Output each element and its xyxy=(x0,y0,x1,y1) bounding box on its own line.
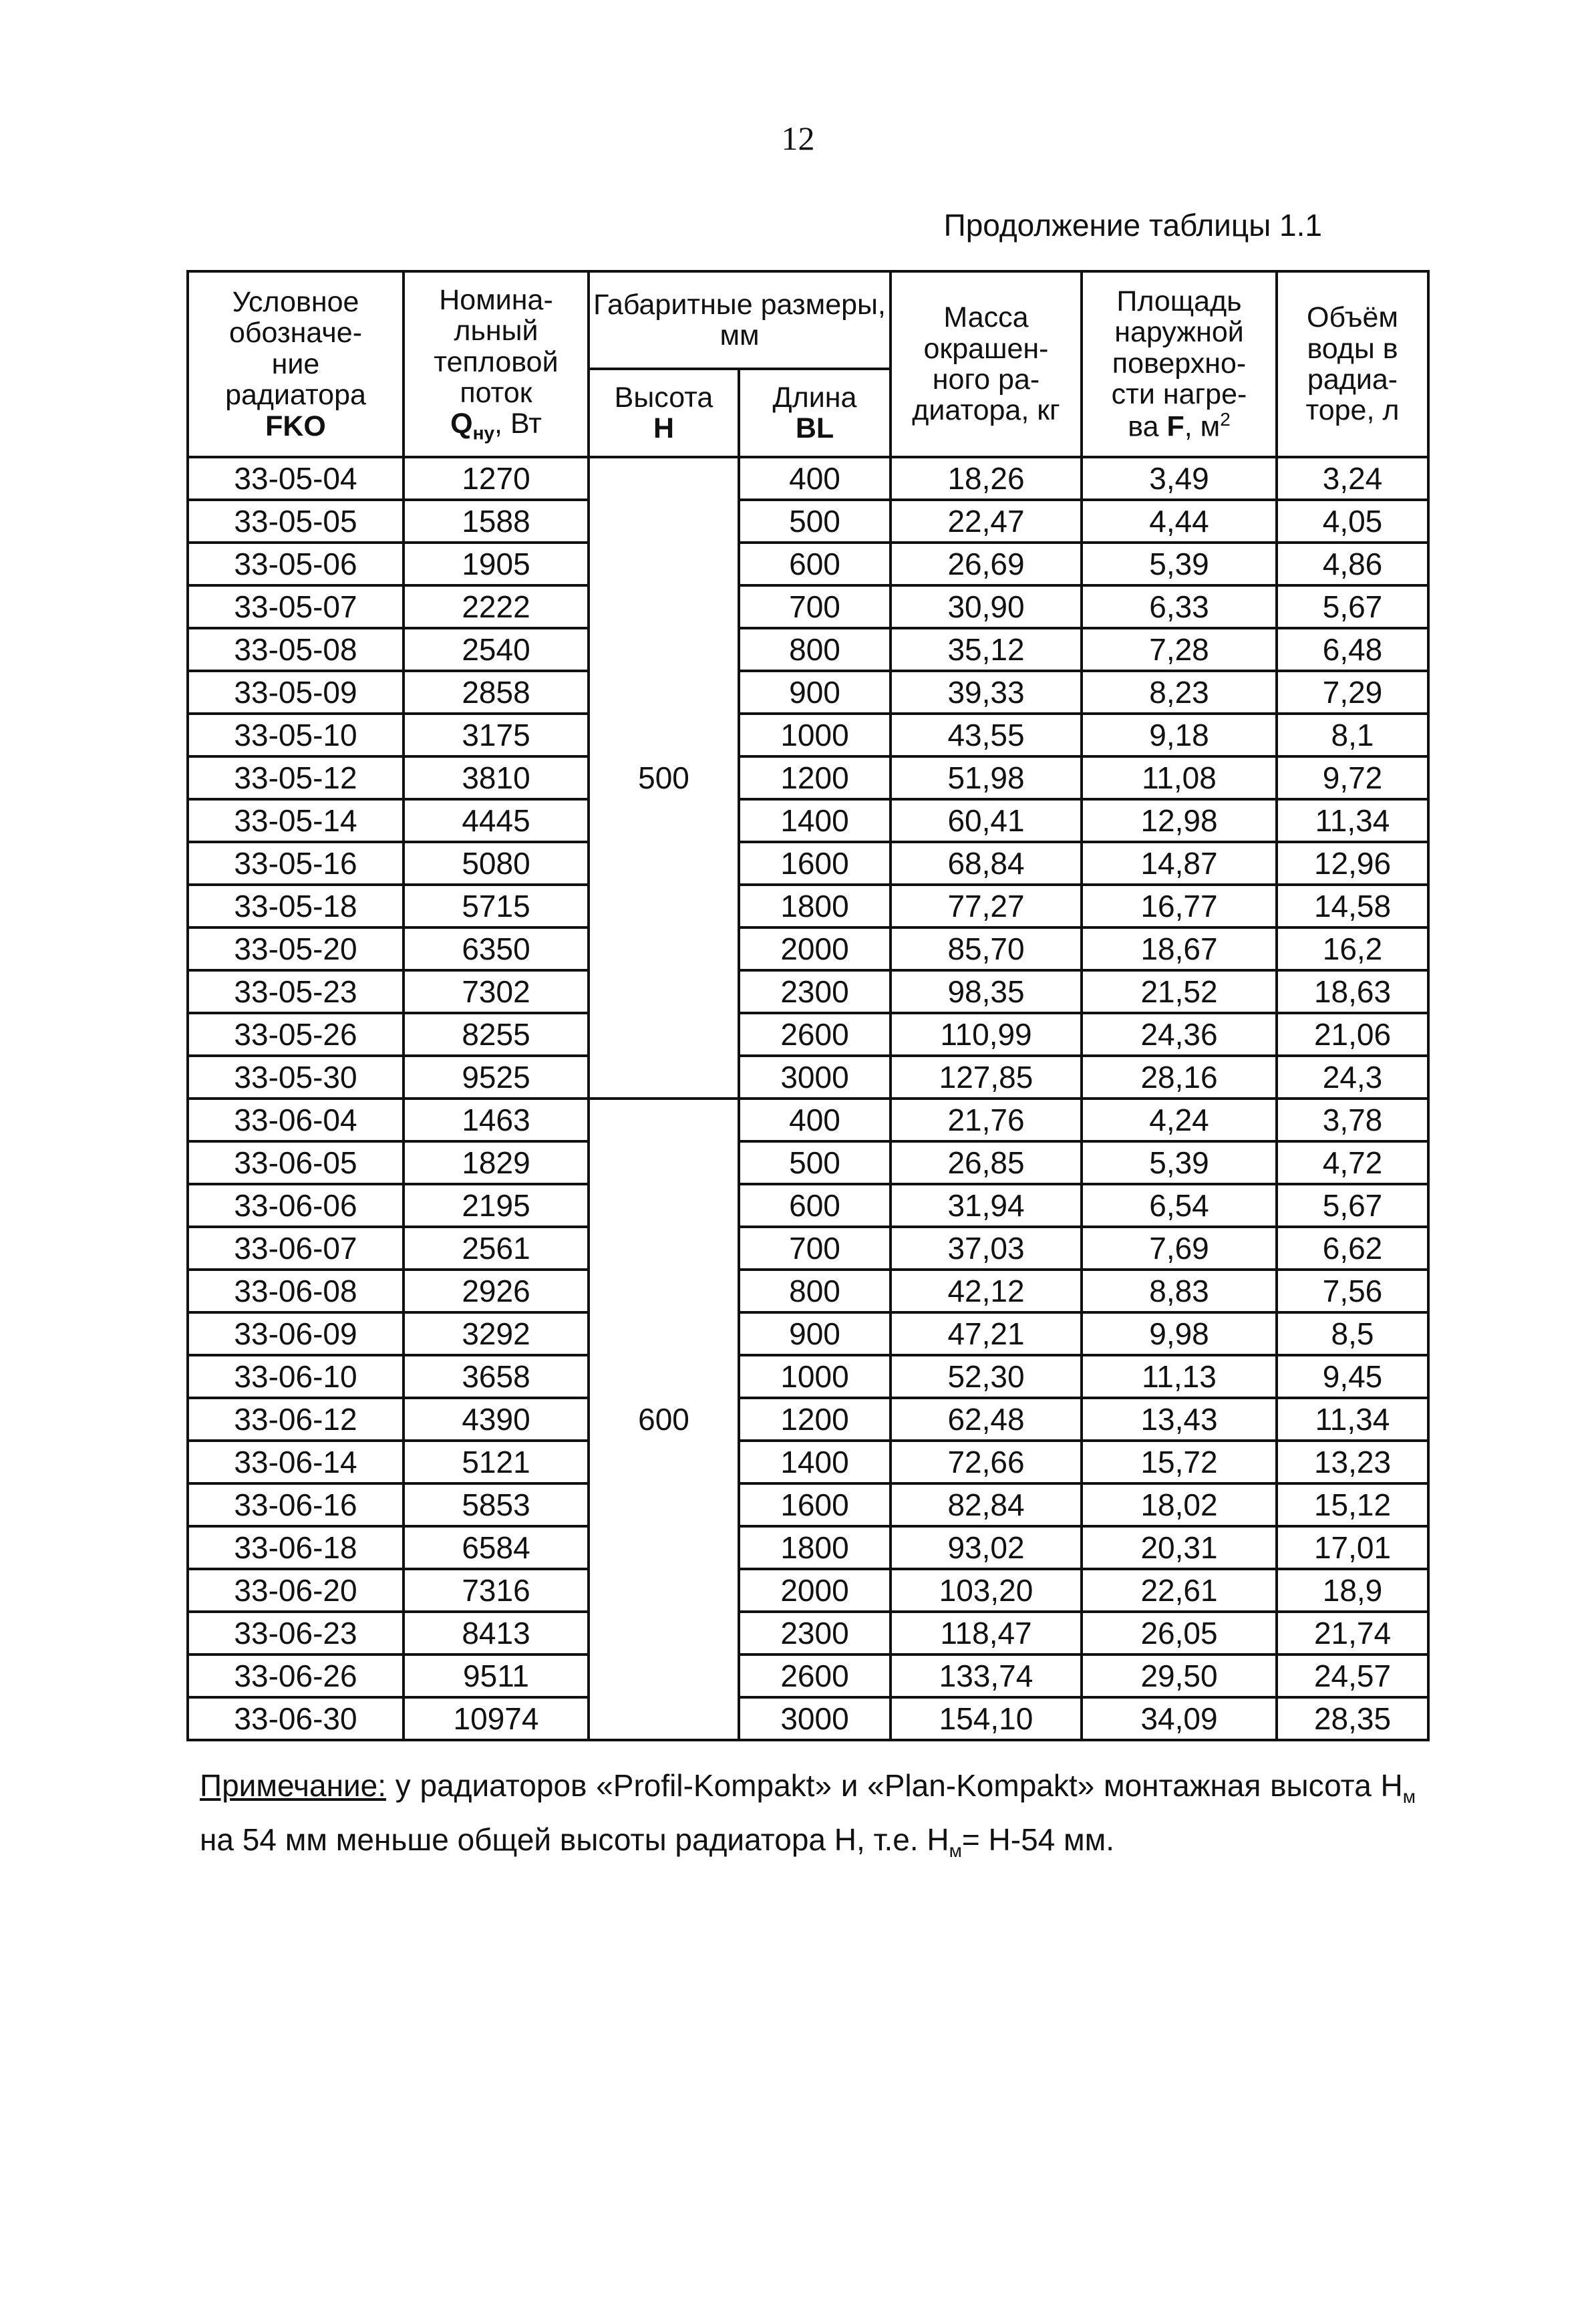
cell-designation: 33-05-07 xyxy=(188,585,404,628)
cell-mass: 26,69 xyxy=(891,543,1082,585)
cell-length: 500 xyxy=(739,500,891,543)
cell-volume: 12,96 xyxy=(1277,842,1428,885)
cell-flux: 1463 xyxy=(404,1099,589,1141)
cell-flux: 3292 xyxy=(404,1312,589,1355)
cell-mass: 60,41 xyxy=(891,799,1082,842)
table-row xyxy=(188,1141,1428,1184)
cell-designation: 33-06-04 xyxy=(188,1099,404,1141)
cell-volume: 3,78 xyxy=(1277,1099,1428,1141)
cell-designation: 33-05-05 xyxy=(188,500,404,543)
cell-area: 9,98 xyxy=(1082,1312,1277,1355)
footnote-text-3: = H-54 мм. xyxy=(961,1822,1115,1858)
cell-mass: 51,98 xyxy=(891,756,1082,799)
header-designation xyxy=(188,271,404,457)
cell-mass: 43,55 xyxy=(891,714,1082,756)
cell-volume: 21,74 xyxy=(1277,1612,1428,1654)
cell-area: 18,67 xyxy=(1082,927,1277,970)
page-number: 12 xyxy=(781,120,815,157)
cell-volume: 9,45 xyxy=(1277,1355,1428,1398)
cell-designation: 33-05-09 xyxy=(188,671,404,714)
header-designation-code: FKO xyxy=(265,410,326,442)
cell-length: 1400 xyxy=(739,1441,891,1483)
cell-mass: 47,21 xyxy=(891,1312,1082,1355)
header-area-l4: сти нагре- xyxy=(1111,378,1247,411)
cell-flux: 1829 xyxy=(404,1141,589,1184)
cell-height: 500 xyxy=(589,457,739,1099)
header-area-unit: , м xyxy=(1184,410,1221,443)
cell-designation: 33-05-23 xyxy=(188,970,404,1013)
cell-volume: 13,23 xyxy=(1277,1441,1428,1483)
cell-volume: 21,06 xyxy=(1277,1013,1428,1056)
cell-designation: 33-05-26 xyxy=(188,1013,404,1056)
table-row xyxy=(188,1441,1428,1483)
header-volume-l1: Объём xyxy=(1307,301,1398,334)
cell-flux: 7302 xyxy=(404,970,589,1013)
table-caption: Продолжение таблицы 1.1 xyxy=(943,208,1322,243)
cell-mass: 133,74 xyxy=(891,1654,1082,1697)
cell-designation: 33-06-20 xyxy=(188,1569,404,1612)
cell-volume: 18,63 xyxy=(1277,970,1428,1013)
cell-area: 5,39 xyxy=(1082,1141,1277,1184)
cell-flux: 6350 xyxy=(404,927,589,970)
cell-designation: 33-06-06 xyxy=(188,1184,404,1227)
cell-area: 22,61 xyxy=(1082,1569,1277,1612)
cell-flux: 2858 xyxy=(404,671,589,714)
header-area-tail: ва xyxy=(1128,410,1167,443)
cell-flux: 2561 xyxy=(404,1227,589,1270)
cell-mass: 68,84 xyxy=(891,842,1082,885)
cell-length: 2300 xyxy=(739,1612,891,1654)
cell-area: 6,54 xyxy=(1082,1184,1277,1227)
cell-mass: 52,30 xyxy=(891,1355,1082,1398)
cell-designation: 33-05-06 xyxy=(188,543,404,585)
cell-mass: 82,84 xyxy=(891,1483,1082,1526)
cell-area: 24,36 xyxy=(1082,1013,1277,1056)
cell-volume: 7,56 xyxy=(1277,1270,1428,1312)
table-row xyxy=(188,543,1428,585)
cell-flux: 7316 xyxy=(404,1569,589,1612)
footnote-sub-1: м xyxy=(1402,1786,1416,1808)
cell-flux: 1588 xyxy=(404,500,589,543)
cell-area: 4,44 xyxy=(1082,500,1277,543)
cell-flux: 2926 xyxy=(404,1270,589,1312)
table-row xyxy=(188,1184,1428,1227)
table-row xyxy=(188,1483,1428,1526)
table-row xyxy=(188,500,1428,543)
header-flux-l1: Номина- xyxy=(439,283,553,316)
cell-volume: 8,5 xyxy=(1277,1312,1428,1355)
header-volume-l4: торе, л xyxy=(1305,394,1400,427)
cell-length: 1000 xyxy=(739,714,891,756)
header-mass-l1: Масса xyxy=(943,301,1029,334)
cell-area: 5,39 xyxy=(1082,543,1277,585)
cell-designation: 33-05-20 xyxy=(188,927,404,970)
header-mass-l4: диатора, кг xyxy=(912,394,1060,427)
header-volume-l3: радиа- xyxy=(1307,364,1398,396)
cell-flux: 6584 xyxy=(404,1526,589,1569)
cell-mass: 103,20 xyxy=(891,1569,1082,1612)
cell-length: 1200 xyxy=(739,1398,891,1441)
header-length-label: Длина xyxy=(772,381,857,414)
header-dims: Габаритные размеры, мм xyxy=(589,271,891,369)
cell-area: 12,98 xyxy=(1082,799,1277,842)
cell-height: 600 xyxy=(589,1099,739,1740)
table-row xyxy=(188,1355,1428,1398)
cell-length: 600 xyxy=(739,1184,891,1227)
header-flux-l2: льный xyxy=(454,315,538,347)
cell-volume: 4,72 xyxy=(1277,1141,1428,1184)
header-flux-l3: тепловой xyxy=(434,345,558,378)
header-flux-l4: поток xyxy=(460,377,532,410)
cell-area: 18,02 xyxy=(1082,1483,1277,1526)
cell-area: 14,87 xyxy=(1082,842,1277,885)
cell-mass: 62,48 xyxy=(891,1398,1082,1441)
header-flux-unit: , Вт xyxy=(494,408,542,440)
cell-flux: 5080 xyxy=(404,842,589,885)
cell-length: 1600 xyxy=(739,1483,891,1526)
cell-length: 1000 xyxy=(739,1355,891,1398)
cell-designation: 33-06-14 xyxy=(188,1441,404,1483)
cell-designation: 33-06-30 xyxy=(188,1697,404,1740)
header-flux-sub: ну xyxy=(472,423,495,444)
cell-flux: 3658 xyxy=(404,1355,589,1398)
cell-flux: 2540 xyxy=(404,628,589,671)
cell-volume: 24,57 xyxy=(1277,1654,1428,1697)
cell-flux: 10974 xyxy=(404,1697,589,1740)
cell-volume: 11,34 xyxy=(1277,799,1428,842)
cell-length: 1400 xyxy=(739,799,891,842)
cell-area: 7,28 xyxy=(1082,628,1277,671)
cell-volume: 6,48 xyxy=(1277,628,1428,671)
footnote-text-2: на 54 мм меньше общей высоты радиатора H, т.е. H xyxy=(200,1822,949,1858)
cell-designation: 33-06-08 xyxy=(188,1270,404,1312)
cell-length: 1800 xyxy=(739,885,891,927)
header-height-symbol: H xyxy=(653,412,675,444)
cell-volume: 18,9 xyxy=(1277,1569,1428,1612)
cell-volume: 16,2 xyxy=(1277,927,1428,970)
footnote xyxy=(200,1764,1416,1872)
table-row xyxy=(188,628,1428,671)
cell-designation: 33-06-26 xyxy=(188,1654,404,1697)
cell-mass: 18,26 xyxy=(891,457,1082,500)
cell-mass: 93,02 xyxy=(891,1526,1082,1569)
header-area-l2: наружной xyxy=(1114,316,1244,349)
cell-length: 2000 xyxy=(739,927,891,970)
cell-volume: 6,62 xyxy=(1277,1227,1428,1270)
header-designation-l2: обозначе- xyxy=(228,317,363,349)
table-row xyxy=(188,1569,1428,1612)
cell-area: 8,83 xyxy=(1082,1270,1277,1312)
header-area xyxy=(1082,271,1277,457)
cell-volume: 24,3 xyxy=(1277,1056,1428,1099)
cell-area: 16,77 xyxy=(1082,885,1277,927)
cell-volume: 8,1 xyxy=(1277,714,1428,756)
table-row xyxy=(188,1697,1428,1740)
cell-length: 900 xyxy=(739,1312,891,1355)
cell-mass: 26,85 xyxy=(891,1141,1082,1184)
cell-designation: 33-06-12 xyxy=(188,1398,404,1441)
footnote-label: Примечание: xyxy=(200,1768,387,1803)
table-row xyxy=(188,1270,1428,1312)
cell-area: 34,09 xyxy=(1082,1697,1277,1740)
table-row xyxy=(188,927,1428,970)
cell-volume: 17,01 xyxy=(1277,1526,1428,1569)
cell-flux: 1270 xyxy=(404,457,589,500)
cell-area: 9,18 xyxy=(1082,714,1277,756)
cell-area: 20,31 xyxy=(1082,1526,1277,1569)
cell-length: 2000 xyxy=(739,1569,891,1612)
cell-area: 6,33 xyxy=(1082,585,1277,628)
cell-flux: 9511 xyxy=(404,1654,589,1697)
cell-volume: 9,72 xyxy=(1277,756,1428,799)
header-flux-symbol: Q xyxy=(450,408,473,440)
cell-length: 3000 xyxy=(739,1697,891,1740)
cell-designation: 33-05-14 xyxy=(188,799,404,842)
cell-designation: 33-06-07 xyxy=(188,1227,404,1270)
cell-designation: 33-06-18 xyxy=(188,1526,404,1569)
cell-designation: 33-05-18 xyxy=(188,885,404,927)
cell-area: 8,23 xyxy=(1082,671,1277,714)
cell-area: 13,43 xyxy=(1082,1398,1277,1441)
table-row xyxy=(188,885,1428,927)
cell-length: 1800 xyxy=(739,1526,891,1569)
cell-area: 15,72 xyxy=(1082,1441,1277,1483)
header-designation-l4: радиатора xyxy=(225,379,366,412)
cell-flux: 1905 xyxy=(404,543,589,585)
cell-area: 11,13 xyxy=(1082,1355,1277,1398)
cell-flux: 4445 xyxy=(404,799,589,842)
footnote-text-1: у радиаторов «Profil-Kompakt» и «Plan-Kompakt» монтажная высота H xyxy=(386,1768,1403,1803)
table-row xyxy=(188,1056,1428,1099)
cell-volume: 4,05 xyxy=(1277,500,1428,543)
table-row xyxy=(188,799,1428,842)
cell-volume: 15,12 xyxy=(1277,1483,1428,1526)
cell-length: 2600 xyxy=(739,1013,891,1056)
cell-flux: 5715 xyxy=(404,885,589,927)
cell-designation: 33-05-16 xyxy=(188,842,404,885)
header-mass-l2: окрашен- xyxy=(923,332,1049,365)
table-row xyxy=(188,1398,1428,1441)
cell-mass: 42,12 xyxy=(891,1270,1082,1312)
cell-area: 7,69 xyxy=(1082,1227,1277,1270)
cell-mass: 39,33 xyxy=(891,671,1082,714)
cell-designation: 33-06-10 xyxy=(188,1355,404,1398)
table-row xyxy=(188,1099,1428,1141)
cell-volume: 3,24 xyxy=(1277,457,1428,500)
cell-mass: 30,90 xyxy=(891,585,1082,628)
cell-area: 21,52 xyxy=(1082,970,1277,1013)
header-designation-l3: ние xyxy=(271,347,320,380)
cell-length: 700 xyxy=(739,1227,891,1270)
table-row xyxy=(188,1227,1428,1270)
cell-length: 400 xyxy=(739,457,891,500)
footnote-sub-2: м xyxy=(949,1840,962,1862)
cell-designation: 33-06-09 xyxy=(188,1312,404,1355)
table-row xyxy=(188,842,1428,885)
cell-volume: 5,67 xyxy=(1277,585,1428,628)
cell-length: 1600 xyxy=(739,842,891,885)
cell-mass: 110,99 xyxy=(891,1013,1082,1056)
cell-area: 29,50 xyxy=(1082,1654,1277,1697)
cell-flux: 3175 xyxy=(404,714,589,756)
cell-mass: 154,10 xyxy=(891,1697,1082,1740)
header-mass xyxy=(891,271,1082,457)
cell-length: 700 xyxy=(739,585,891,628)
cell-mass: 77,27 xyxy=(891,885,1082,927)
cell-volume: 4,86 xyxy=(1277,543,1428,585)
table-row xyxy=(188,756,1428,799)
cell-area: 4,24 xyxy=(1082,1099,1277,1141)
cell-length: 3000 xyxy=(739,1056,891,1099)
header-length xyxy=(739,369,891,457)
cell-designation: 33-05-08 xyxy=(188,628,404,671)
table-body xyxy=(188,457,1428,1740)
cell-flux: 2222 xyxy=(404,585,589,628)
table-row xyxy=(188,585,1428,628)
cell-designation: 33-06-05 xyxy=(188,1141,404,1184)
cell-length: 1200 xyxy=(739,756,891,799)
cell-flux: 9525 xyxy=(404,1056,589,1099)
cell-length: 800 xyxy=(739,1270,891,1312)
cell-flux: 5853 xyxy=(404,1483,589,1526)
cell-area: 26,05 xyxy=(1082,1612,1277,1654)
header-height-label: Высота xyxy=(614,381,713,414)
header-designation-l1: Условное xyxy=(232,285,359,318)
cell-volume: 7,29 xyxy=(1277,671,1428,714)
header-area-l3: поверхно- xyxy=(1112,347,1247,380)
cell-designation: 33-05-30 xyxy=(188,1056,404,1099)
cell-area: 3,49 xyxy=(1082,457,1277,500)
cell-designation: 33-05-04 xyxy=(188,457,404,500)
cell-designation: 33-05-10 xyxy=(188,714,404,756)
cell-mass: 127,85 xyxy=(891,1056,1082,1099)
table-row xyxy=(188,1312,1428,1355)
cell-mass: 118,47 xyxy=(891,1612,1082,1654)
table-row xyxy=(188,457,1428,500)
cell-volume: 14,58 xyxy=(1277,885,1428,927)
cell-length: 2300 xyxy=(739,970,891,1013)
cell-mass: 72,66 xyxy=(891,1441,1082,1483)
header-area-sup: 2 xyxy=(1220,409,1231,430)
header-length-symbol: BL xyxy=(795,412,834,444)
header-volume xyxy=(1277,271,1428,457)
cell-mass: 85,70 xyxy=(891,927,1082,970)
cell-mass: 37,03 xyxy=(891,1227,1082,1270)
cell-volume: 5,67 xyxy=(1277,1184,1428,1227)
cell-length: 600 xyxy=(739,543,891,585)
cell-length: 500 xyxy=(739,1141,891,1184)
cell-area: 11,08 xyxy=(1082,756,1277,799)
table-row xyxy=(188,714,1428,756)
cell-mass: 31,94 xyxy=(891,1184,1082,1227)
cell-volume: 11,34 xyxy=(1277,1398,1428,1441)
cell-designation: 33-05-12 xyxy=(188,756,404,799)
table-row xyxy=(188,1526,1428,1569)
cell-flux: 3810 xyxy=(404,756,589,799)
cell-length: 400 xyxy=(739,1099,891,1141)
cell-mass: 22,47 xyxy=(891,500,1082,543)
cell-mass: 21,76 xyxy=(891,1099,1082,1141)
table-row xyxy=(188,1612,1428,1654)
cell-flux: 4390 xyxy=(404,1398,589,1441)
cell-flux: 8413 xyxy=(404,1612,589,1654)
cell-flux: 8255 xyxy=(404,1013,589,1056)
header-volume-l2: воды в xyxy=(1307,332,1398,365)
table-row xyxy=(188,1013,1428,1056)
radiator-spec-table xyxy=(186,270,1430,1741)
header-height xyxy=(589,369,739,457)
cell-volume: 28,35 xyxy=(1277,1697,1428,1740)
cell-mass: 98,35 xyxy=(891,970,1082,1013)
cell-flux: 2195 xyxy=(404,1184,589,1227)
header-flux xyxy=(404,271,589,457)
cell-length: 900 xyxy=(739,671,891,714)
cell-flux: 5121 xyxy=(404,1441,589,1483)
table-row xyxy=(188,671,1428,714)
cell-designation: 33-06-16 xyxy=(188,1483,404,1526)
header-area-symbol: F xyxy=(1166,410,1184,443)
table-row xyxy=(188,1654,1428,1697)
header-mass-l3: ного ра- xyxy=(932,364,1040,396)
cell-length: 800 xyxy=(739,628,891,671)
cell-mass: 35,12 xyxy=(891,628,1082,671)
cell-length: 2600 xyxy=(739,1654,891,1697)
table-row xyxy=(188,970,1428,1013)
header-area-l1: Площадь xyxy=(1116,285,1242,317)
cell-designation: 33-06-23 xyxy=(188,1612,404,1654)
cell-area: 28,16 xyxy=(1082,1056,1277,1099)
